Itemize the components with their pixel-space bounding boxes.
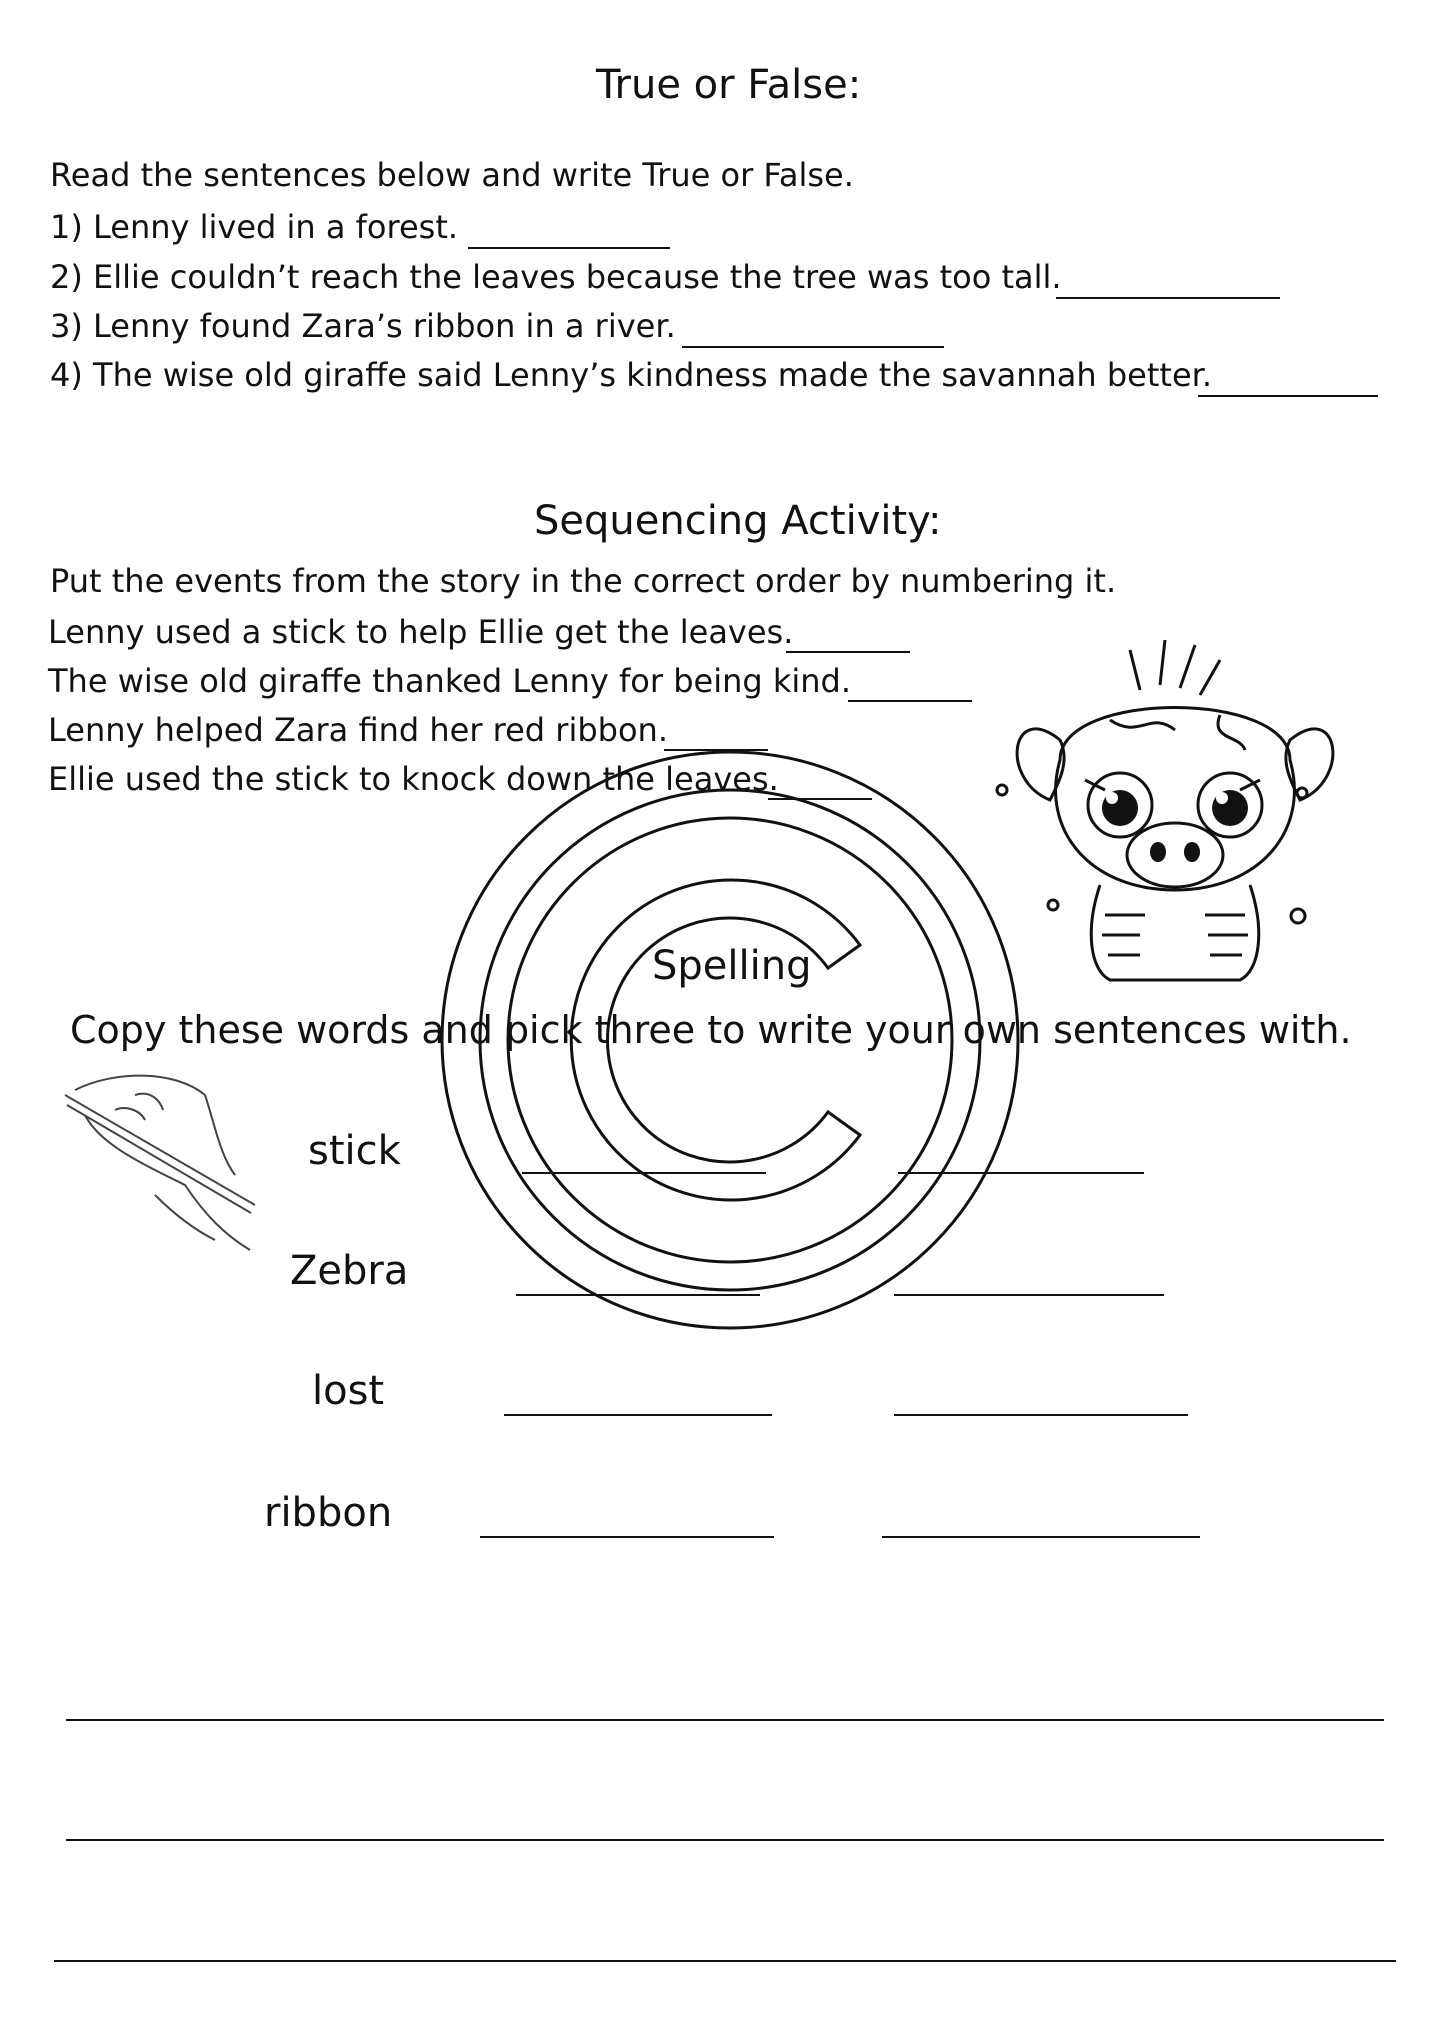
sequencing-instruction: Put the events from the story in the correct order by numbering it. [50,562,1117,600]
answer-blank[interactable] [682,346,944,348]
number-blank[interactable] [664,749,768,751]
copy-blank[interactable] [516,1294,760,1296]
number-blank[interactable] [768,798,872,800]
sequencing-item: Ellie used the stick to knock down the leaves. [48,760,779,798]
sentence-line[interactable] [66,1719,1384,1721]
true-false-instruction: Read the sentences below and write True or False. [50,156,854,194]
sequencing-item: The wise old giraffe thanked Lenny for being kind. [48,662,852,700]
number-blank[interactable] [848,700,972,702]
spelling-word: stick [308,1128,401,1174]
copy-blank[interactable] [480,1536,774,1538]
copy-blank[interactable] [522,1172,766,1174]
spelling-title: Spelling [652,943,812,989]
true-false-item: 4) The wise old giraffe said Lenny’s kindness made the savannah better. [50,356,1213,394]
answer-blank[interactable] [1056,297,1280,299]
spelling-word: Zebra [290,1248,409,1294]
sequencing-item: Lenny helped Zara find her red ribbon. [48,711,668,749]
true-false-item: 2) Ellie couldn’t reach the leaves because the tree was too tall. [50,258,1062,296]
sequencing-title: Sequencing Activity: [534,498,942,544]
sequencing-item: Lenny used a stick to help Ellie get the leaves. [48,613,794,651]
true-false-item: 1) Lenny lived in a forest. [50,208,459,246]
copy-blank[interactable] [894,1294,1164,1296]
zebra-illustration [990,630,1360,1000]
spelling-word: ribbon [264,1490,393,1536]
number-blank[interactable] [786,651,910,653]
hand-holding-pencil-icon [55,1065,265,1255]
spelling-word: lost [312,1368,385,1414]
answer-blank[interactable] [468,247,670,249]
true-false-title: True or False: [596,62,862,108]
answer-blank[interactable] [1198,395,1378,397]
copy-blank[interactable] [894,1414,1188,1416]
true-false-item: 3) Lenny found Zara’s ribbon in a river. [50,307,676,345]
sentence-line[interactable] [54,1960,1396,1962]
sentence-line[interactable] [66,1839,1384,1841]
copy-blank[interactable] [504,1414,772,1416]
copy-blank[interactable] [898,1172,1144,1174]
spelling-instruction: Copy these words and pick three to write your own sentences with. [70,1008,1352,1052]
copy-blank[interactable] [882,1536,1200,1538]
